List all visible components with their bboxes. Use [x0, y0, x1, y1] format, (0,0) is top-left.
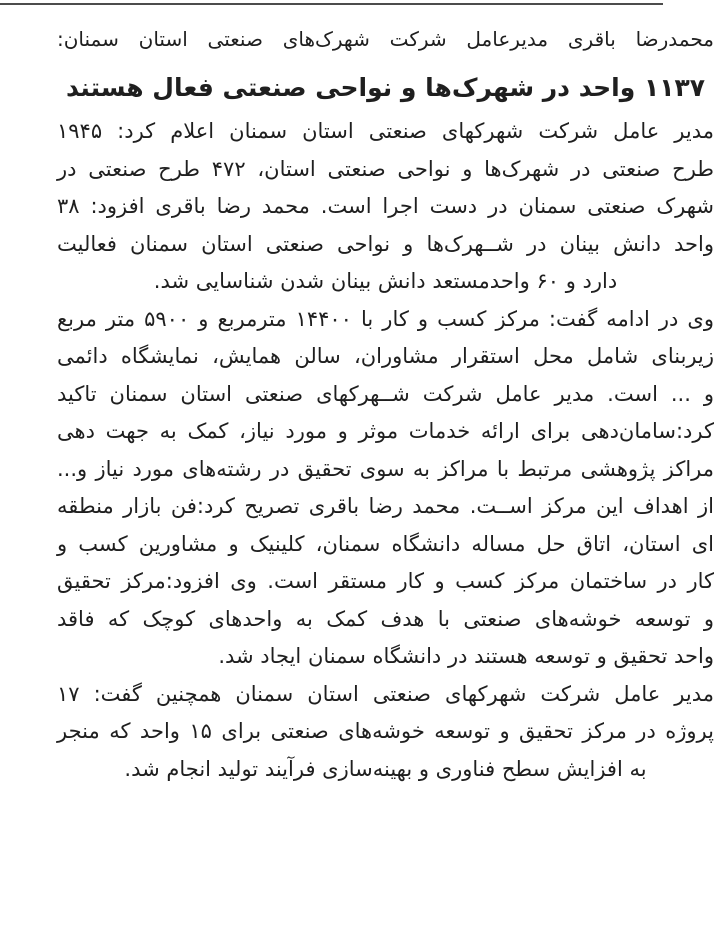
body-line: و توسعه خوشه‌های صنعتی با هدف کمک به واحدهای کوچک که فاقد [57, 606, 714, 631]
body-line: زیربنای شامل محل استقرار مشاوران، سالن همایش، نمایشگاه دائمی [57, 344, 714, 368]
body-line: طرح صنعتی در شهرک‌ها و نواحی صنعتی استان، ۴۷۲ طرح صنعتی در [57, 156, 714, 181]
article-headline: ۱۱۳۷ واحد در شهرک‌ها و نواحی صنعتی فعال هستند [65, 73, 706, 102]
body-line: به افزایش سطح فناوری و بهینه‌سازی فرآیند تولید انجام شد. [124, 756, 647, 781]
body-line: پروژه در مرکز تحقیق و توسعه خوشه‌های صنعتی برای ۱۵ واحد که منجر [57, 719, 714, 743]
body-line: مدیر عامل شرکت شهرکهای صنعتی استان سمنان اعلام کرد: ۱۹۴۵ [57, 119, 714, 143]
body-line: واحد دانش بینان در شــهرک‌ها و نواحی صنعتی استان سمنان فعالیت [57, 231, 714, 256]
body-line: و ... است. مدیر عامل شرکت شــهرکهای صنعتی استان سمنان تاکید [57, 381, 714, 406]
body-line: دارد و ۶۰ واحدمستعد دانش بینان شدن شناسایی شد. [153, 269, 618, 293]
body-line: مراکز پژوهشی مرتبط با مراکز به سوی تحقیق در رشته‌های مورد نیاز و... [57, 456, 714, 481]
body-line: وی در ادامه گفت: مرکز کسب و کار با ۱۴۴۰۰ مترمربع و ۵۹۰۰ متر مربع [57, 306, 714, 331]
body-line: شهرک صنعتی سمنان در دست اجرا است. محمد رضا باقری افزود: ۳۸ [57, 194, 714, 218]
article-kicker: محمدرضا باقری مدیرعامل شرکت شهرک‌های صنعتی استان سمنان: [57, 27, 714, 51]
article-column [57, 0, 714, 788]
article-body [57, 113, 714, 788]
body-line: واحد تحقیق و توسعه هستند در دانشگاه سمنان ایجاد شد. [218, 644, 714, 668]
body-line: کار در ساختمان مرکز کسب و کار مستقر است. وی افزود:مرکز تحقیق [57, 569, 714, 593]
body-line: ای استان، اتاق حل مساله دانشگاه سمنان، کلینیک و مشاورین کسب و [57, 531, 714, 556]
body-line: از اهداف این مرکز اســت. محمد رضا باقری تصریح کرد:فن بازار منطقه [57, 494, 714, 518]
body-line: کرد:سامان‌دهی برای ارائه خدمات موثر و مورد نیاز، کمک به جهت دهی [57, 419, 714, 443]
body-line: مدیر عامل شرکت شهرکهای صنعتی استان سمنان همچنین گفت: ۱۷ [57, 681, 714, 706]
